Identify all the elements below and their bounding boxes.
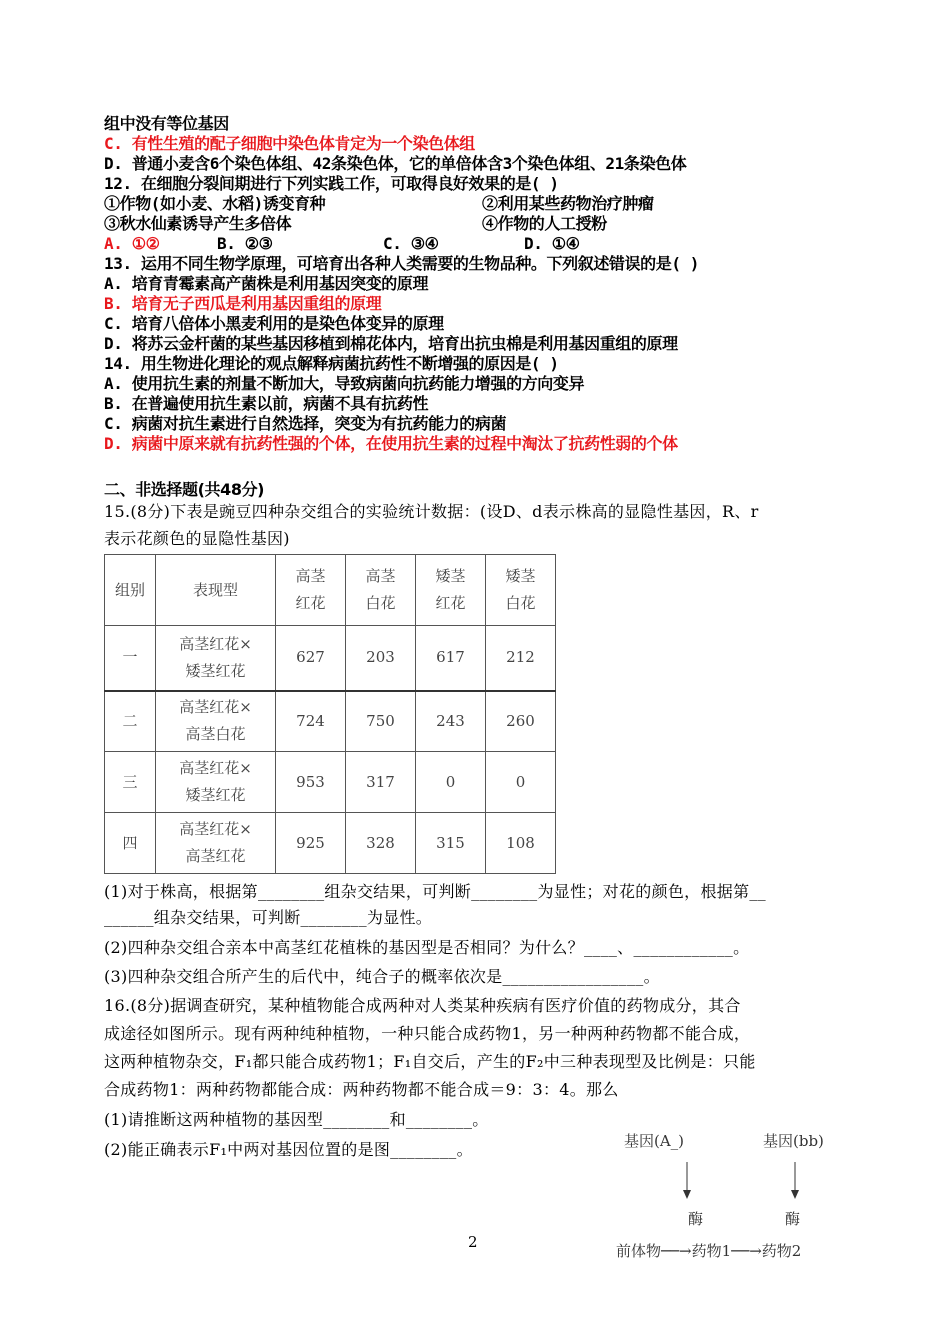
q14-choice-b: B. 在普遍使用抗生素以前，病菌不具有抗药性 — [104, 394, 429, 413]
pathway-label: 前体物──→药物1──→药物2 — [616, 1242, 802, 1260]
q12-option-4: ④作物的人工授粉 — [482, 214, 607, 233]
q16-line4: 合成药物1：两种药物都能合成：两种药物都不能合成＝9：3：4。那么 — [104, 1080, 619, 1099]
q15-part1-line2: ______组杂交结果，可判断________为显性。 — [104, 908, 433, 927]
value-cell: 243 — [416, 691, 486, 752]
q14-choice-c: C. 病菌对抗生素进行自然选择，突变为有抗药能力的病菌 — [104, 414, 507, 433]
q16-part2: (2)能正确表示F₁中两对基因位置的是图________。 — [104, 1140, 473, 1159]
q16-line1: 16.(8分)据调查研究，某种植物能合成两种对人类某种疾病有医疗价值的药物成分，其合 — [104, 996, 741, 1015]
q12-choice-a: A. ①② — [104, 234, 160, 253]
mc-line: 组中没有等位基因 — [104, 114, 229, 133]
header-short-red: 矮茎 红花 — [416, 555, 486, 626]
value-cell: 953 — [276, 752, 346, 813]
group-cell: 三 — [105, 752, 156, 813]
value-cell: 0 — [486, 752, 556, 813]
cross-cell: 高茎红花× 矮茎红花 — [156, 626, 276, 691]
value-cell: 750 — [346, 691, 416, 752]
value-cell: 0 — [416, 752, 486, 813]
page-number: 2 — [468, 1233, 478, 1251]
q13-choice-a: A. 培育青霉素高产菌株是利用基因突变的原理 — [104, 274, 429, 293]
q12-choice-c: C. ③④ — [383, 234, 439, 253]
cross-cell: 高茎红花× 高茎白花 — [156, 691, 276, 752]
q12-choice-b: B. ②③ — [217, 234, 273, 253]
q12-option-2: ②利用某些药物治疗肿瘤 — [482, 194, 654, 213]
table-row — [105, 813, 556, 874]
enzyme-2-label: 酶 — [785, 1210, 801, 1228]
mc-line: D. 普通小麦含6个染色体组、42条染色体，它的单倍体含3个染色体组、21条染色体 — [104, 154, 687, 173]
q15-part2: (2)四种杂交组合亲本中高茎红花植株的基因型是否相同？为什么？____、____________。 — [104, 938, 750, 957]
q12-option-1: ①作物(如小麦、水稻)诱变育种 — [104, 194, 326, 213]
group-cell: 四 — [105, 813, 156, 874]
q16-part1: (1)请推断这两种植物的基因型________和________。 — [104, 1110, 489, 1129]
arrow-down-icon — [788, 1162, 802, 1200]
question-14: 14. 用生物进化理论的观点解释病菌抗药性不断增强的原因是( ) — [104, 354, 559, 373]
value-cell: 925 — [276, 813, 346, 874]
gene-b-label: 基因(bb) — [763, 1132, 824, 1150]
arrow-down-icon — [680, 1162, 694, 1200]
header-phenotype: 表现型 — [156, 555, 276, 626]
table-row — [105, 691, 556, 752]
value-cell: 203 — [346, 626, 416, 691]
value-cell: 627 — [276, 626, 346, 691]
header-group: 组别 — [105, 555, 156, 626]
q16-line2: 成途径如图所示。现有两种纯种植物，一种只能合成药物1，另一种两种药物都不能合成， — [104, 1024, 751, 1043]
cross-cell: 高茎红花× 高茎红花 — [156, 813, 276, 874]
group-cell: 一 — [105, 626, 156, 691]
cross-cell: 高茎红花× 矮茎红花 — [156, 752, 276, 813]
value-cell: 617 — [416, 626, 486, 691]
q12-choices — [104, 234, 824, 254]
table-row — [105, 752, 556, 813]
q14-choice-d: D. 病菌中原来就有抗药性强的个体，在使用抗生素的过程中淘汰了抗药性弱的个体 — [104, 434, 678, 453]
header-tall-white: 高茎 白花 — [346, 555, 416, 626]
q15-part3: (3)四种杂交组合所产生的后代中，纯合子的概率依次是_________________。 — [104, 967, 660, 986]
q12-options-row2 — [104, 214, 607, 234]
q13-choice-d: D. 将苏云金杆菌的某些基因移植到棉花体内，培育出抗虫棉是利用基因重组的原理 — [104, 334, 678, 353]
question-12: 12. 在细胞分裂间期进行下列实践工作，可取得良好效果的是( ) — [104, 174, 559, 193]
q12-choice-d: D. ①④ — [524, 234, 580, 253]
enzyme-1-label: 酶 — [688, 1210, 704, 1228]
q14-choice-a: A. 使用抗生素的剂量不断加大，导致病菌向抗药能力增强的方向变异 — [104, 374, 585, 393]
header-tall-red: 高茎 红花 — [276, 555, 346, 626]
q15-intro-line2: 表示花颜色的显隐性基因) — [104, 529, 290, 548]
table-row — [105, 626, 556, 691]
answer-line-c: C. 有性生殖的配子细胞中染色体肯定为一个染色体组 — [104, 134, 475, 153]
q12-options-row1 — [104, 194, 654, 214]
header-short-white: 矮茎 白花 — [486, 555, 556, 626]
value-cell: 315 — [416, 813, 486, 874]
cross-data-table — [104, 554, 556, 874]
value-cell: 724 — [276, 691, 346, 752]
q13-choice-b: B. 培育无子西瓜是利用基因重组的原理 — [104, 294, 382, 313]
q12-option-3: ③秋水仙素诱导产生多倍体 — [104, 214, 292, 233]
q13-choice-c: C. 培育八倍体小黑麦利用的是染色体变异的原理 — [104, 314, 444, 333]
q16-line3: 这两种植物杂交，F₁都只能合成药物1；F₁自交后，产生的F₂中三种表现型及比例是：只能 — [104, 1052, 756, 1071]
value-cell: 212 — [486, 626, 556, 691]
value-cell: 108 — [486, 813, 556, 874]
gene-a-label: 基因(A_) — [624, 1132, 685, 1150]
q15-part1-line1: (1)对于株高，根据第________组杂交结果，可判断________为显性；对花的颜色，根据第__ — [104, 882, 766, 901]
value-cell: 328 — [346, 813, 416, 874]
group-cell: 二 — [105, 691, 156, 752]
value-cell: 317 — [346, 752, 416, 813]
value-cell: 260 — [486, 691, 556, 752]
section-title: 二、非选择题(共48分) — [104, 480, 265, 499]
synthesis-pathway-diagram — [600, 1128, 850, 1268]
question-13: 13. 运用不同生物学原理，可培育出各种人类需要的生物品种。下列叙述错误的是( ) — [104, 254, 700, 273]
q15-intro-line1: 15.(8分)下表是豌豆四种杂交组合的实验统计数据：(设D、d表示株高的显隐性基因，R、r — [104, 502, 759, 521]
